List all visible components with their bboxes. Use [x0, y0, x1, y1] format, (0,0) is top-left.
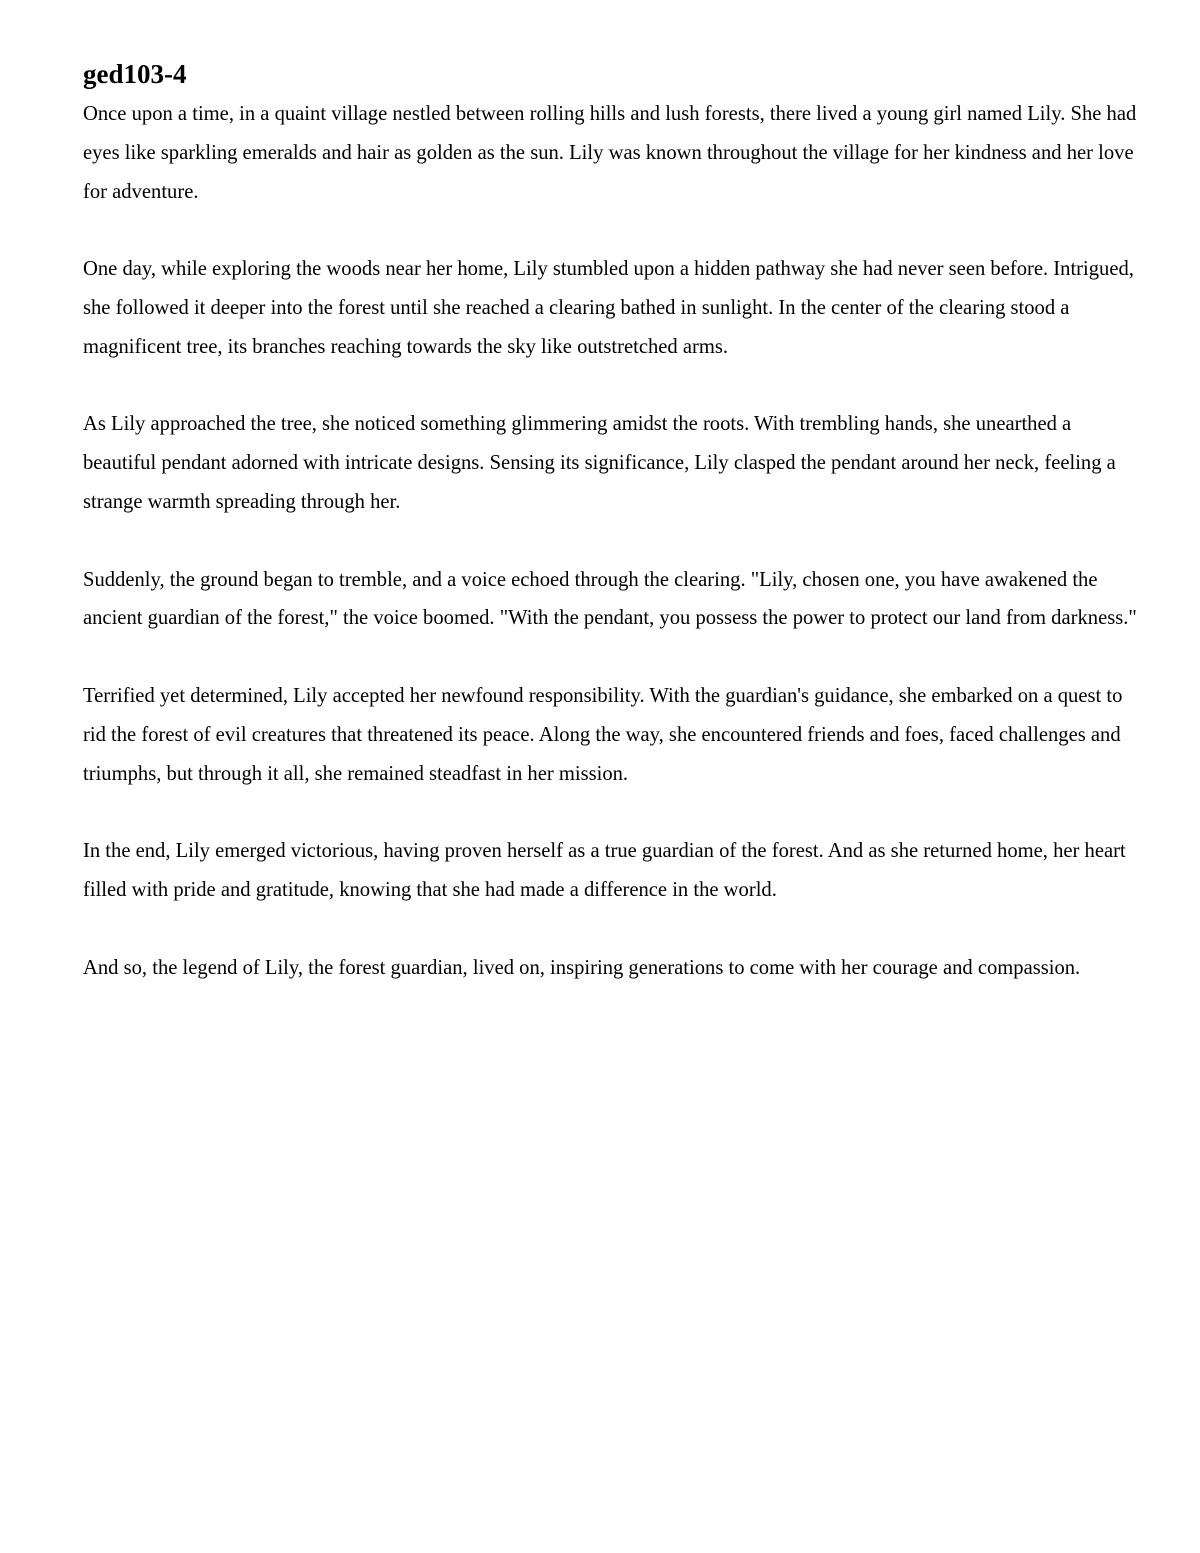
paragraph-2: One day, while exploring the woods near her home, Lily stumbled upon a hidden pathway she had never seen before. Intrigued, she followed it deeper into the forest until she reached a clearing bathed in sunlight. In the center of the clearing stood a magnificent tree, its branches reaching towards the sky like outstretched arms. — [83, 258, 1134, 358]
paragraph-5: Terrified yet determined, Lily accepted her newfound responsibility. With the guardian's guidance, she embarked on a quest to rid the forest of evil creatures that threatened its peace. Along the way, she encountered friends and foes, faced challenges and triumphs, but through it all, she remained steadfast in her mission. — [83, 684, 1123, 785]
paragraph-1: Once upon a time, in a quaint village nestled between rolling hills and lush forests, there lived a young girl named Lily. She had eyes like sparkling emeralds and hair as golden as the sun. Lily was known throughout the village for her kindness and her love for adventure. — [83, 103, 1137, 203]
document-page — [83, 56, 1143, 987]
document-title: ged103-4 — [83, 59, 187, 89]
paragraph-6: In the end, Lily emerged victorious, having proven herself as a true guardian of the forest. And as she returned home, her heart filled with pride and gratitude, knowing that she had made a difference in the world. — [83, 840, 1126, 901]
paragraph-7: And so, the legend of Lily, the forest guardian, lived on, inspiring generations to come with her courage and compassion. — [83, 956, 1081, 979]
paragraph-3: As Lily approached the tree, she noticed something glimmering amidst the roots. With trembling hands, she unearthed a beautiful pendant adorned with intricate designs. Sensing its significance, Lily clasped the pendant around her neck, feeling a strange warmth spreading through her. — [83, 413, 1116, 513]
paragraph-4: Suddenly, the ground began to tremble, and a voice echoed through the clearing. "Lily, chosen one, you have awakened the ancient guardian of the forest," the voice boomed. "With the pendant, you possess the power to protect our land from darkness." — [83, 568, 1137, 630]
